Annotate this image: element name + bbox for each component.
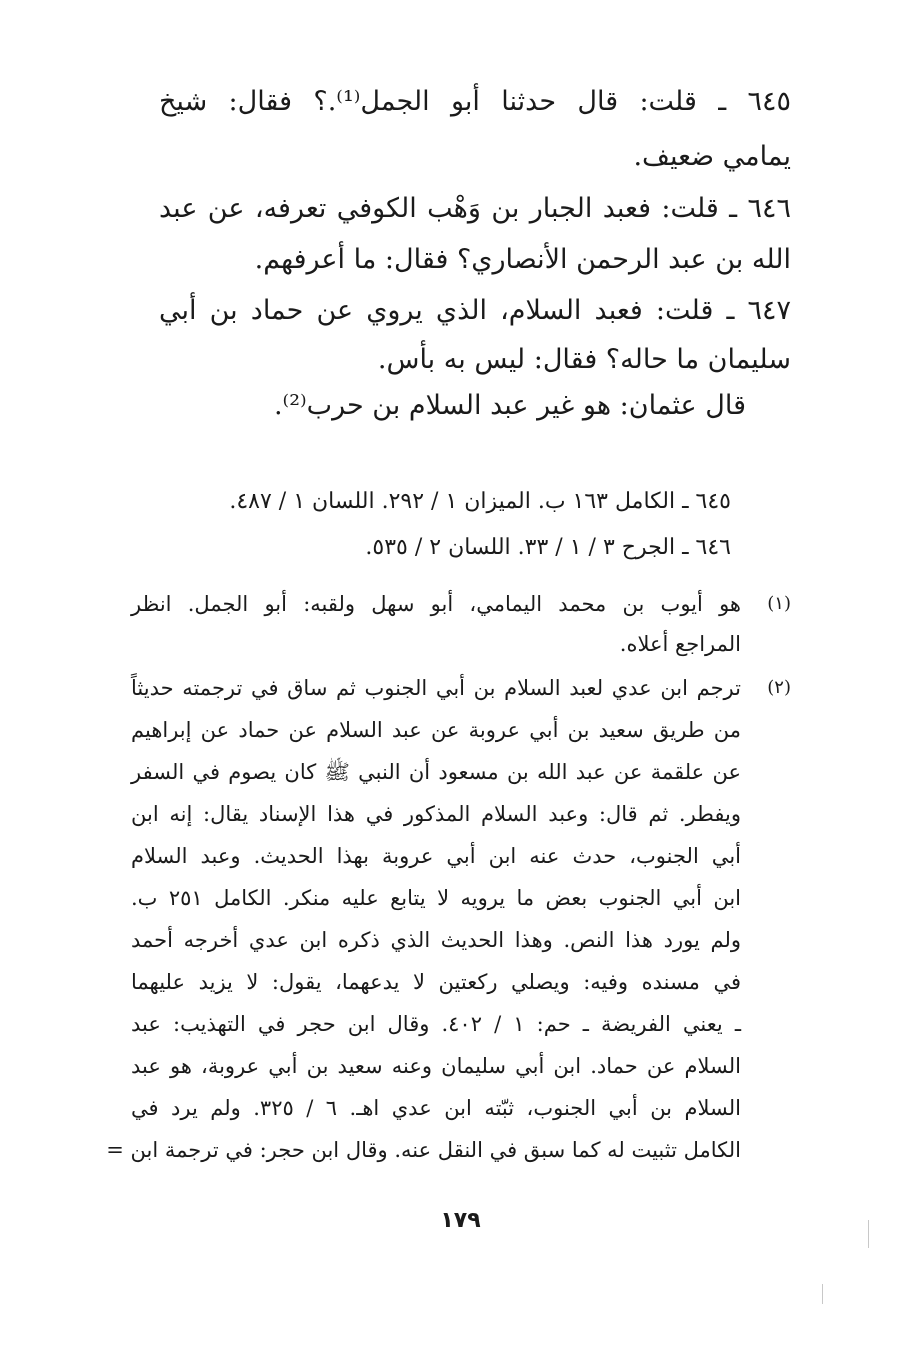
scan-artifact <box>822 1284 823 1304</box>
main-line: يمامي ضعيف. <box>633 141 791 172</box>
footnote-line: أبي الجنوب، حدث عنه ابن أبي عروبة بهذا الحديث. وعبد السلام <box>131 844 741 868</box>
footnote-line: ولم يورد هذا النص. وهذا الحديث الذي ذكره ابن عدي أخرجه أحمد <box>131 928 741 952</box>
footnote-marker: (١) <box>767 593 791 614</box>
footnote-line: ويفطر. ثم قال: وعبد السلام المذكور في هذا الإسناد يقال: إنه ابن <box>131 802 741 826</box>
main-line: الله بن عبد الرحمن الأنصاري؟ فقال: ما أعرفهم. <box>254 244 791 275</box>
footnote-line: من طريق سعيد بن أبي عروبة عن عبد السلام عن حماد عن إبراهيم <box>131 718 741 742</box>
footnote-line: هو أيوب بن محمد اليمامي، أبو سهل ولقبه: أبو الجمل. انظر <box>131 592 741 616</box>
page-number: ١٧٩ <box>440 1208 481 1233</box>
main-line: ٦٤٥ ـ قلت: قال حدثنا أبو الجمل⁽¹⁾.؟ فقال: شيخ <box>159 86 791 117</box>
footnote-line: المراجع أعلاه. <box>619 632 741 656</box>
footnote-line: ابن أبي الجنوب بعض ما يرويه لا يتابع عليه منكر. الكامل ٢٥١ ب. <box>131 886 742 910</box>
footnote-line: الكامل تثبيت له كما سبق في النقل عنه. وقال ابن حجر: في ترجمة ابن = <box>106 1138 741 1162</box>
main-line: ٦٤٧ ـ قلت: فعبد السلام، الذي يروي عن حماد بن أبي <box>159 295 791 326</box>
footnote-line: السلام عن حماد. ابن أبي سليمان وعنه سعيد بن أبي عروبة، هو عبد <box>131 1054 741 1078</box>
reference-line: ٦٤٦ ـ الجرح ٣ / ١ / ٣٣. اللسان ٢ / ٥٣٥. <box>365 535 731 560</box>
footnote-line: ـ يعني الفريضة ـ حم: ١ / ٤٠٢. وقال ابن حجر في التهذيب: عبد <box>131 1012 741 1036</box>
main-line: قال عثمان: هو غير عبد السلام بن حرب⁽²⁾. <box>273 390 746 421</box>
reference-line: ٦٤٥ ـ الكامل ١٦٣ ب. الميزان ١ / ٢٩٢. اللسان ١ / ٤٨٧. <box>229 489 731 514</box>
footnote-line: ترجم ابن عدي لعبد السلام بن أبي الجنوب ثم ساق في ترجمته حديثاً <box>131 676 741 700</box>
scan-artifact <box>868 1220 869 1248</box>
footnote-marker: (٢) <box>767 677 791 698</box>
footnote-line: عن علقمة عن عبد الله بن مسعود أن النبي ﷺ كان يصوم في السفر <box>131 760 741 784</box>
main-line: سليمان ما حاله؟ فقال: ليس به بأس. <box>377 344 791 375</box>
footnote-line: في مسنده وفيه: ويصلي ركعتين لا يدعهما، يقول: لا يزيد عليهما <box>131 970 741 994</box>
main-line: ٦٤٦ ـ قلت: فعبد الجبار بن وَهْب الكوفي تعرفه، عن عبد <box>159 193 791 224</box>
footnote-line: السلام بن أبي الجنوب، ثبّته ابن عدي اهـ. ٦ / ٣٢٥. ولم يرد في <box>131 1096 741 1120</box>
